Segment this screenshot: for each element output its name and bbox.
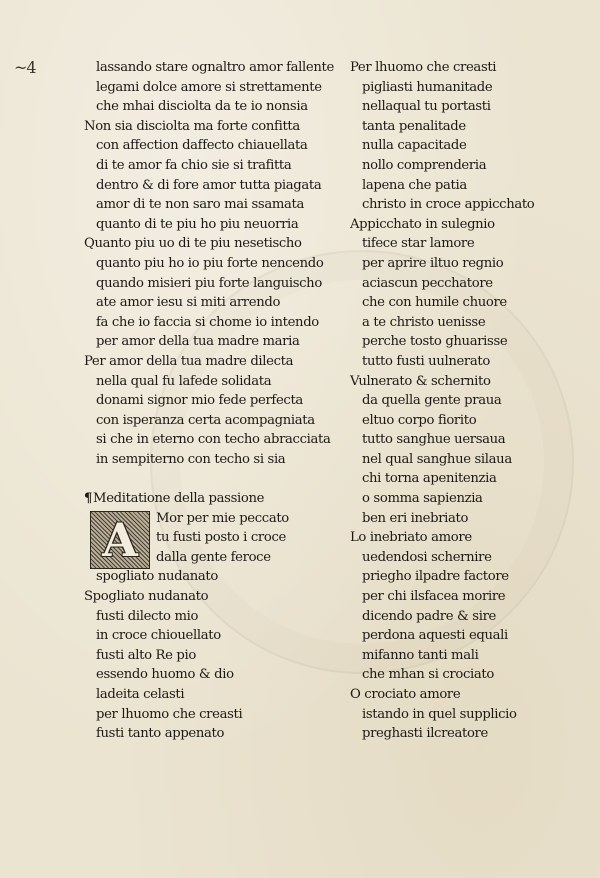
verse-line: in croce chiouellato bbox=[96, 628, 221, 644]
page-signature-mark: ~4 bbox=[14, 58, 36, 77]
verse-line: per lhuomo che creasti bbox=[96, 706, 243, 722]
verse-line: a te christo uenisse bbox=[362, 314, 486, 330]
verse-line: con affection daffecto chiauellata bbox=[96, 138, 308, 154]
initial-adjacent-lines bbox=[156, 509, 289, 568]
verse-line: tanta penalitade bbox=[362, 118, 466, 134]
section-heading-text: Meditatione della passione bbox=[93, 491, 265, 507]
decorated-initial-block bbox=[84, 509, 346, 568]
verse-line: pigliasti humanitade bbox=[362, 79, 493, 95]
verse-line: priegho ilpadre factore bbox=[362, 569, 509, 585]
verse-line: quanto di te piu ho piu neuorria bbox=[96, 216, 299, 232]
verse-line: perdona aquesti equali bbox=[362, 628, 508, 644]
verse-line: preghasti ilcreatore bbox=[362, 726, 488, 742]
verse-line: eltuo corpo fiorito bbox=[362, 412, 477, 428]
verse-line: donami signor mio fede perfecta bbox=[96, 393, 303, 409]
verse-line: fusti tanto appenato bbox=[96, 726, 225, 742]
verse-line: lassando stare ognaltro amor fallente bbox=[96, 60, 334, 75]
left-column-verses-lower bbox=[84, 567, 346, 743]
verse-line: tu fusti posto i croce bbox=[156, 530, 286, 546]
decorated-initial-letter bbox=[90, 511, 150, 569]
verse-line: uedendosi schernire bbox=[362, 549, 492, 565]
verse-line: ate amor iesu si miti arrendo bbox=[96, 295, 281, 311]
verse-line: con isperanza certa acompagniata bbox=[96, 412, 315, 428]
left-column-verses bbox=[84, 58, 346, 469]
verse-line: ben eri inebriato bbox=[362, 510, 469, 526]
verse-line: che mhai disciolta da te io nonsia bbox=[96, 99, 308, 115]
verse-line: spogliato nudanato bbox=[96, 569, 218, 585]
verse-line: nella qual fu lafede solidata bbox=[96, 373, 272, 389]
verse-line: amor di te non saro mai ssamata bbox=[96, 197, 304, 213]
verse-line: Per lhuomo che creasti bbox=[350, 60, 497, 75]
verse-line: per amor della tua madre maria bbox=[96, 334, 300, 350]
right-column-verses bbox=[350, 58, 590, 744]
verse-line: che con humile chuore bbox=[362, 295, 507, 311]
verse-line: nellaqual tu portasti bbox=[362, 99, 491, 115]
verse-line: nollo comprenderia bbox=[362, 157, 487, 173]
left-column bbox=[84, 58, 346, 744]
verse-line: fusti alto Re pio bbox=[96, 647, 196, 663]
verse-line: che mhan si crociato bbox=[362, 667, 494, 683]
verse-line: fusti dilecto mio bbox=[96, 608, 199, 624]
verse-line: dentro & di fore amor tutta piagata bbox=[96, 177, 322, 193]
verse-line: aciascun pecchatore bbox=[362, 275, 493, 291]
verse-line: di te amor fa chio sie si trafitta bbox=[96, 157, 292, 173]
verse-line: dalla gente feroce bbox=[156, 549, 271, 565]
verse-line: da quella gente praua bbox=[362, 393, 502, 409]
verse-line: Mor per mie peccato bbox=[156, 510, 289, 526]
verse-line: Quanto piu uo di te piu nesetischo bbox=[84, 236, 302, 252]
verse-line: Vulnerato & schernito bbox=[350, 373, 491, 389]
verse-line: quanto piu ho io piu forte nencendo bbox=[96, 255, 324, 271]
right-column bbox=[350, 58, 590, 744]
verse-line: tifece star lamore bbox=[362, 236, 475, 252]
verse-line: nel qual sanghue silaua bbox=[362, 451, 512, 467]
verse-line: chi torna apenitenzia bbox=[362, 471, 497, 487]
verse-line: o somma sapienzia bbox=[362, 491, 483, 507]
verse-line: tutto sanghue uersaua bbox=[362, 432, 506, 448]
verse-line: legami dolce amore si strettamente bbox=[96, 79, 322, 95]
verse-line: istando in quel supplicio bbox=[362, 706, 517, 722]
stanza-gap bbox=[84, 469, 346, 489]
initial-letter: A bbox=[102, 512, 138, 567]
verse-line: Spogliato nudanato bbox=[84, 589, 209, 605]
verse-line: quando misieri piu forte languischo bbox=[96, 275, 322, 291]
verse-line: Per amor della tua madre dilecta bbox=[84, 353, 294, 369]
verse-line: mifanno tanti mali bbox=[362, 647, 479, 663]
verse-line: fa che io faccia si chome io intendo bbox=[96, 314, 319, 330]
section-heading bbox=[84, 489, 346, 509]
verse-line: per chi ilsfacea morire bbox=[362, 589, 506, 605]
verse-line: si che in eterno con techo abracciata bbox=[96, 432, 331, 448]
pilcrow-icon: ¶ bbox=[84, 491, 93, 507]
verse-line: dicendo padre & sire bbox=[362, 608, 496, 624]
verse-line: Non sia disciolta ma forte confitta bbox=[84, 118, 300, 134]
verse-line: nulla capacitade bbox=[362, 138, 467, 154]
verse-line: lapena che patia bbox=[362, 177, 467, 193]
verse-line: ladeita celasti bbox=[96, 687, 185, 703]
verse-line: Lo inebriato amore bbox=[350, 530, 472, 546]
verse-line: in sempiterno con techo si sia bbox=[96, 451, 286, 467]
verse-line: perche tosto ghuarisse bbox=[362, 334, 508, 350]
verse-line: Appicchato in sulegnio bbox=[350, 216, 495, 232]
verse-line: O crociato amore bbox=[350, 687, 461, 702]
verse-line: per aprire iltuo regnio bbox=[362, 255, 504, 271]
verse-line: essendo huomo & dio bbox=[96, 667, 234, 683]
verse-line: tutto fusti uulnerato bbox=[362, 353, 490, 369]
verse-line: christo in croce appicchato bbox=[362, 197, 535, 213]
